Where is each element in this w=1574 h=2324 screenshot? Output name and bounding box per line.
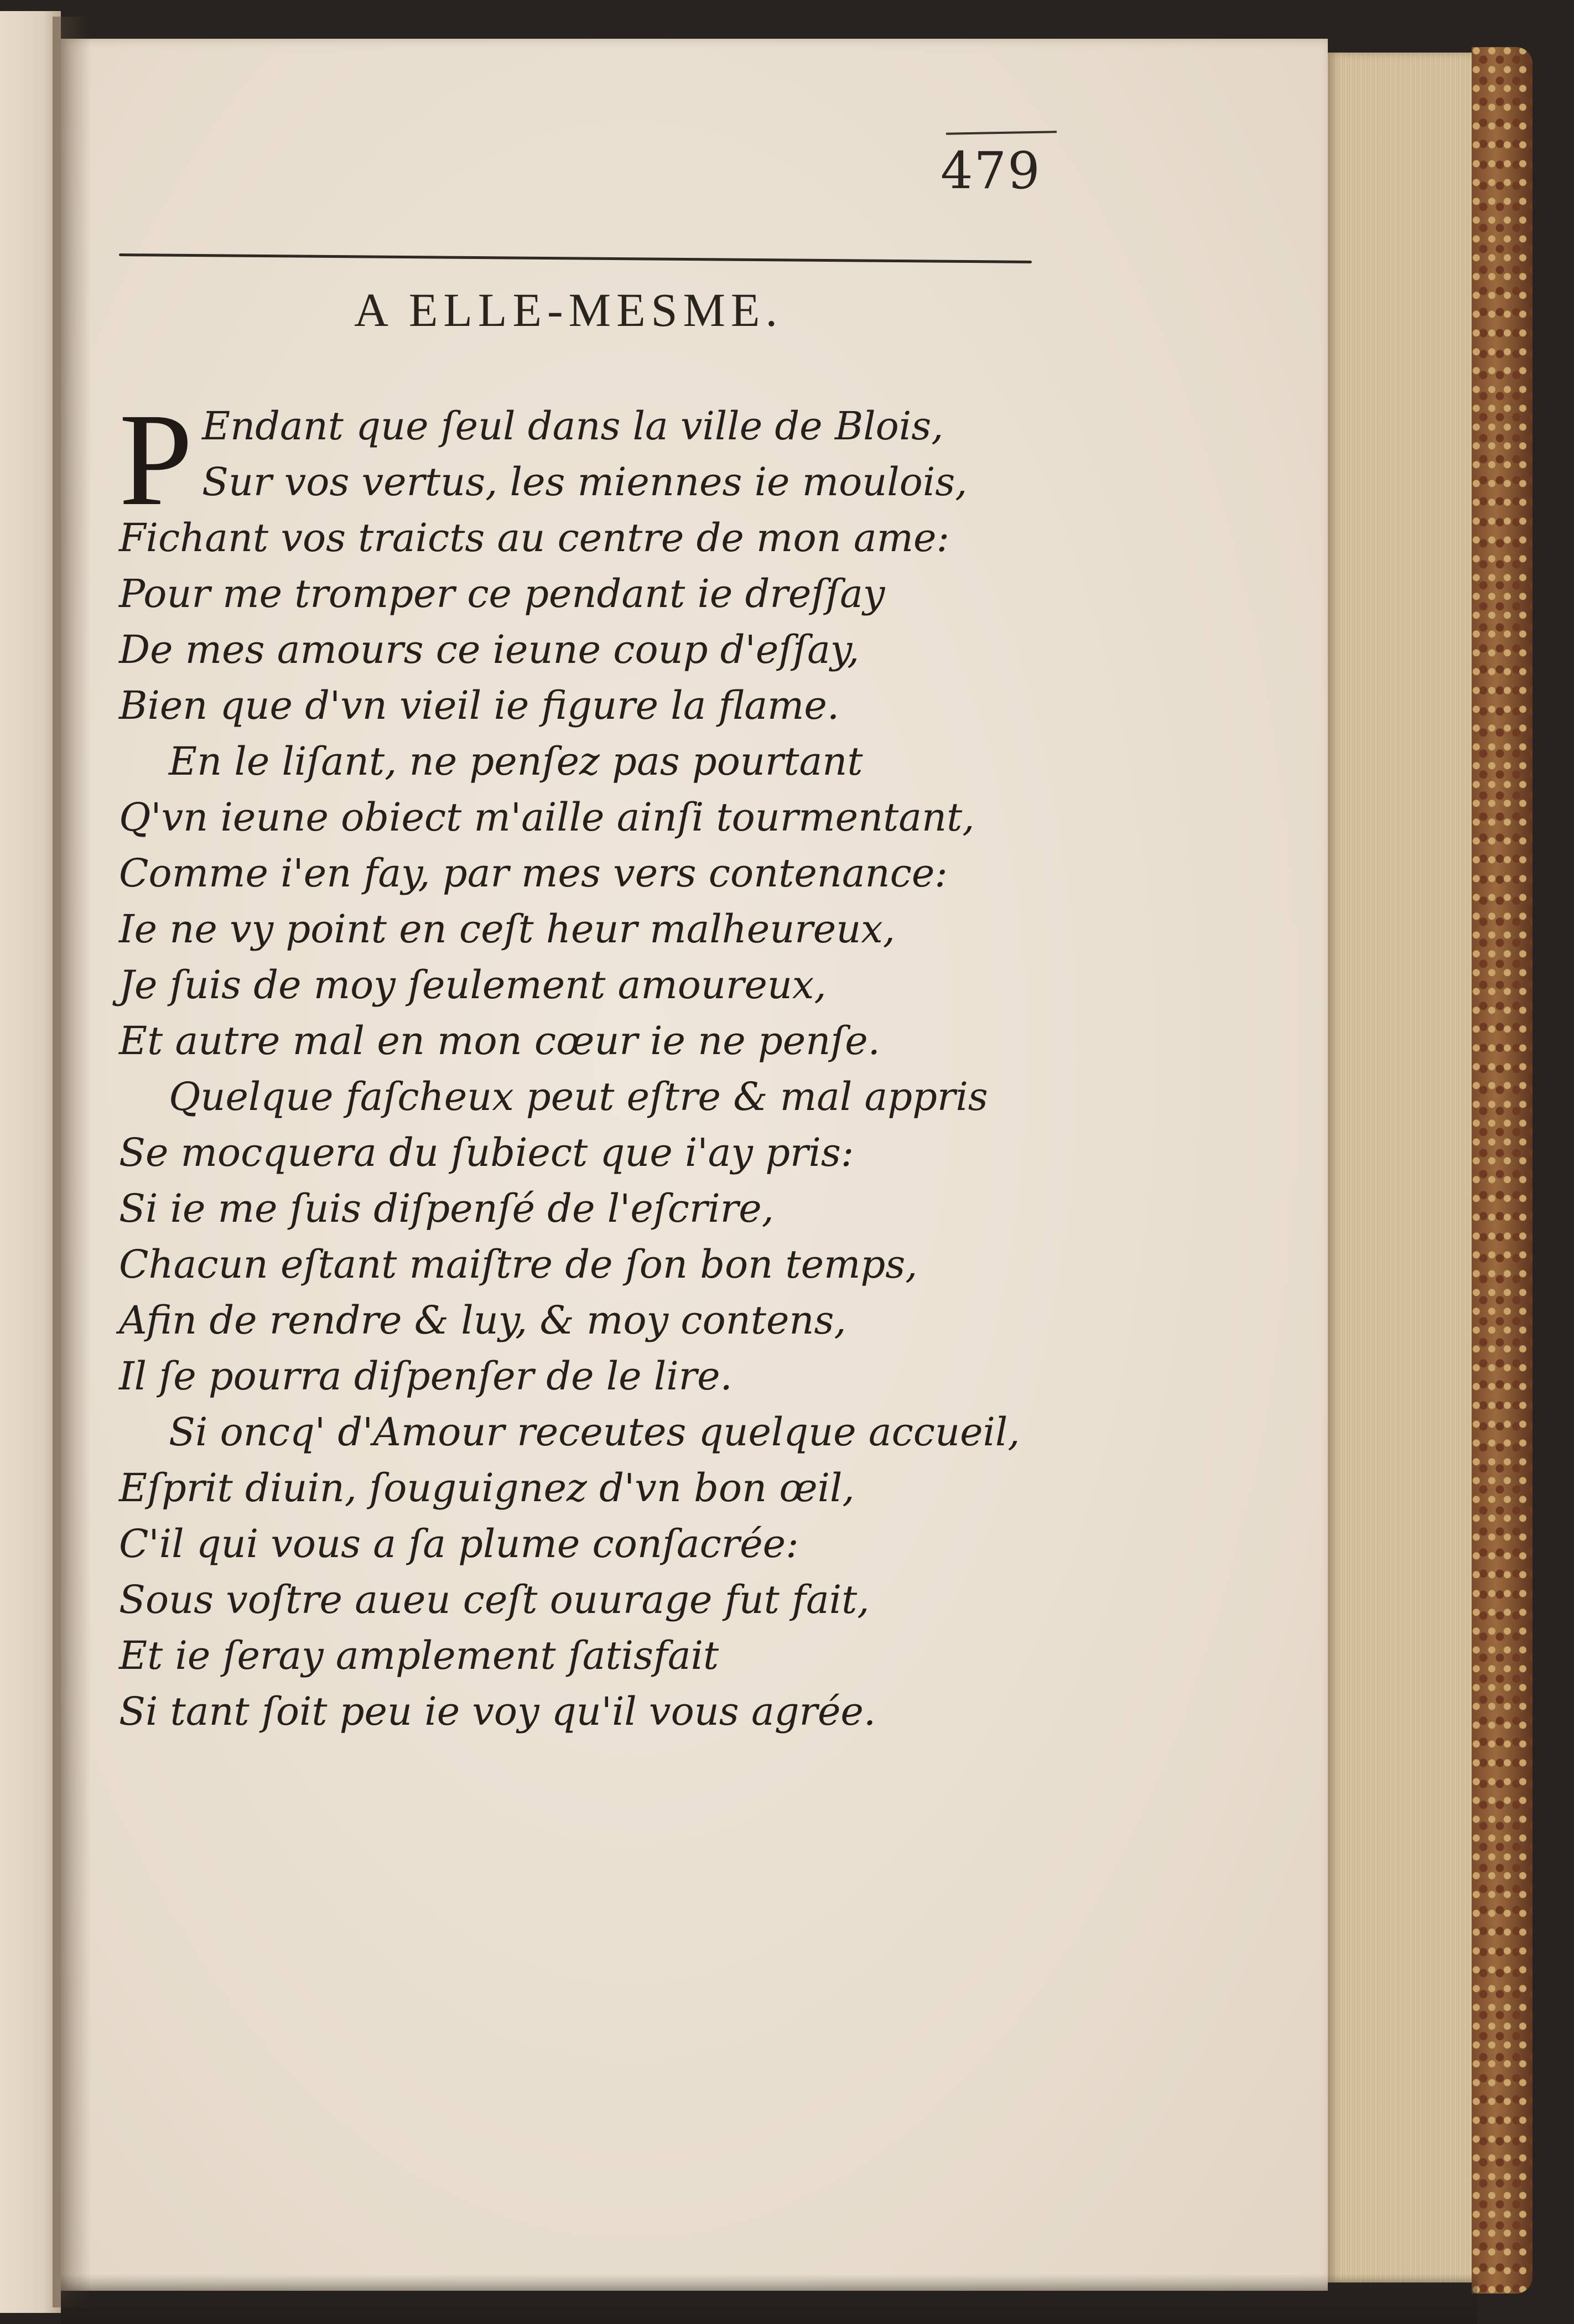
poem-line: Je ſuis de moy ſeulement amoureux, xyxy=(119,962,827,1008)
poem-line: Si ie me ſuis diſpenſé de l'eſcrire, xyxy=(119,1186,774,1231)
poem-body xyxy=(119,386,1020,1740)
drop-cap: P xyxy=(119,386,193,533)
poem-line: En le liſant, ne penſez pas pourtant xyxy=(169,739,863,784)
gutter-shadow xyxy=(53,17,91,2307)
facing-page-edge xyxy=(0,11,61,2313)
poem-line: Afin de rendre & luy, & moy contens, xyxy=(119,1298,846,1343)
poem-line: Ie ne vy point en ceſt heur malheureux, xyxy=(119,906,896,952)
poem-line: Si tant ſoit peu ie voy qu'il vous agrée. xyxy=(119,1689,876,1734)
page-number: 479 xyxy=(941,141,1041,200)
poem-line: Si oncq' d'Amour receutes quelque accueil, xyxy=(169,1409,1020,1455)
poem-line: Quelque faſcheux peut eſtre & mal appris xyxy=(169,1074,988,1119)
poem-line: Pour me tromper ce pendant ie dreſſay xyxy=(119,571,885,616)
poem-line: Et ie ſeray amplement ſatisfait xyxy=(119,1633,719,1678)
poem-line-text: Endant que ſeul dans la ville de Blois, xyxy=(202,403,944,449)
page-block-edge xyxy=(1328,53,1477,2282)
poem-line: Et autre mal en mon cœur ie ne penſe. xyxy=(119,1018,880,1064)
poem-line: C'il qui vous a ſa plume conſacrée: xyxy=(119,1521,799,1566)
poem-title: A ELLE-MESME. xyxy=(354,283,783,336)
poem-line: Eſprit diuin, ſouguignez d'vn bon œil, xyxy=(119,1465,855,1511)
poem-line: Q'vn ieune obiect m'aille ainſi tourmentant, xyxy=(119,795,975,840)
poem-line: Il ſe pourra diſpenſer de le lire. xyxy=(119,1353,733,1399)
poem-line: Bien que d'vn vieil ie figure la flame. xyxy=(119,683,840,728)
poem-line: Sous voſtre aueu ceſt ouurage fut fait, xyxy=(119,1577,870,1622)
poem-line: Fichant vos traicts au centre de mon ame: xyxy=(119,515,950,561)
poem-line: Se mocquera du ſubiect que i'ay pris: xyxy=(119,1130,854,1175)
poem-line: Chacun eſtant maiſtre de ſon bon temps, xyxy=(119,1242,918,1287)
poem-line: Sur vos vertus, les miennes ie moulois, xyxy=(202,459,968,505)
poem-line: De mes amours ce ieune coup d'eſſay, xyxy=(119,627,860,672)
decorated-cover-edge xyxy=(1472,47,1533,2294)
bottom-shadow xyxy=(61,2274,1477,2324)
poem-line: Comme i'en fay, par mes vers contenance: xyxy=(119,850,948,896)
